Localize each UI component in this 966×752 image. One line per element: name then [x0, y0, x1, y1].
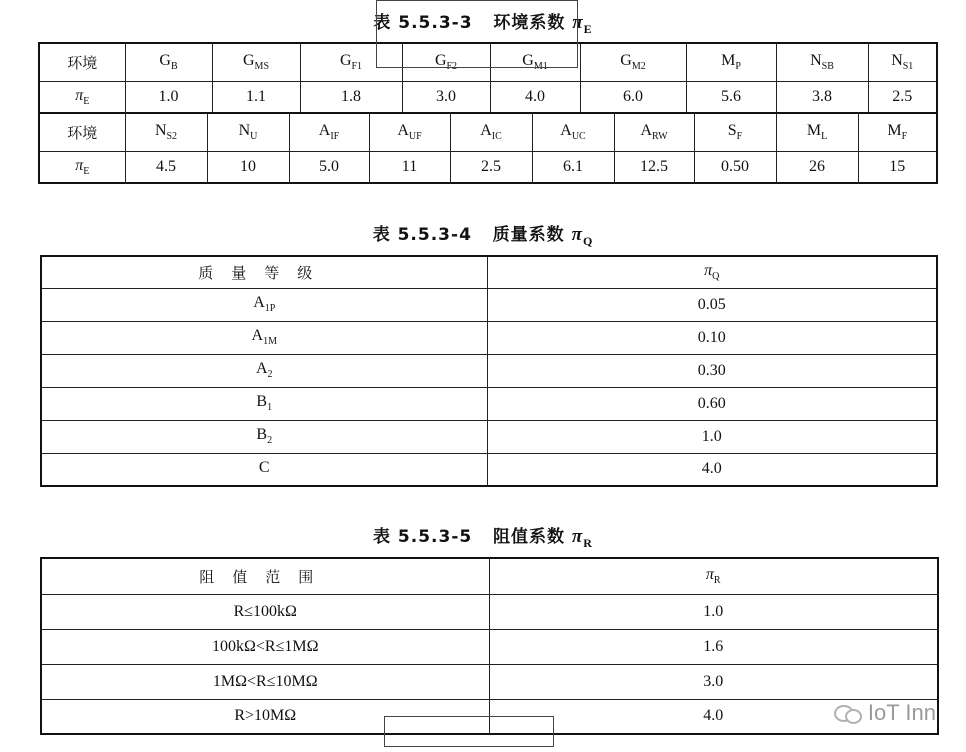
env-code-gm1: $G_{M1}$ — [490, 43, 580, 81]
env-code-gf1: $G_{F1}$ — [300, 43, 402, 81]
resistance-table-row — [41, 629, 938, 664]
env-value-nsb: 3.8 — [776, 81, 868, 113]
env-code-gm2: $G_{M2}$ — [580, 43, 686, 81]
env-value-aif: 5.0 — [289, 151, 369, 183]
watermark — [834, 700, 936, 726]
env-value-auc: 6.1 — [532, 151, 614, 183]
quality-grade-cell: $A_{1P}$ — [41, 288, 487, 321]
env-code-gb: $G_B$ — [125, 43, 212, 81]
crop-selection-box-top — [376, 0, 578, 68]
table4-caption-symbol: $\pi_Q$ — [571, 224, 594, 248]
env-value-aic: 2.5 — [450, 151, 532, 183]
wechat-icon — [834, 703, 862, 723]
quality-grade-cell: $B_2$ — [41, 420, 487, 453]
env-value-mf: 15 — [858, 151, 937, 183]
env-value-ml: 26 — [776, 151, 858, 183]
resistance-range-cell: 1MΩ<R≤10MΩ — [41, 664, 489, 699]
env-code-aif: $A_{IF}$ — [289, 113, 369, 151]
table5-caption-symbol: $\pi_R$ — [571, 526, 593, 550]
pi-q-value-cell: 0.05 — [487, 288, 937, 321]
environment-row-labels-2 — [39, 113, 937, 151]
env-code-auc: $A_{UC}$ — [532, 113, 614, 151]
resistance-range-header: 阻值范围 — [41, 558, 489, 594]
table4-caption-number: 表 5.5.3-4 — [372, 225, 472, 245]
resistance-table-row — [41, 594, 938, 629]
table5-caption-title: 阻值系数 — [493, 527, 565, 547]
quality-table-row — [41, 354, 937, 387]
quality-factor-table — [40, 255, 938, 487]
table3-caption-symbol: $\pi_E$ — [572, 12, 593, 36]
pi-q-header: $\pi_Q$ — [487, 256, 937, 288]
resistance-table-header — [41, 558, 938, 594]
env-value-nu: 10 — [207, 151, 289, 183]
env-value-sf: 0.50 — [694, 151, 776, 183]
quality-grade-header: 质量等级 — [41, 256, 487, 288]
table4-caption-title: 质量系数 — [492, 225, 565, 245]
env-code-gf2: $G_{F2}$ — [402, 43, 490, 81]
pi-r-value-cell: 4.0 — [489, 699, 938, 734]
resistance-table-row — [41, 664, 938, 699]
environment-row-values-2 — [39, 151, 937, 183]
quality-grade-cell: $A_{1M}$ — [41, 321, 487, 354]
env-code-ns1: $N_{S1}$ — [868, 43, 937, 81]
env-label-cell: 环境 — [39, 43, 125, 81]
pi-r-header: $\pi_R$ — [489, 558, 938, 594]
environment-factor-table-lower — [38, 112, 938, 184]
pi-q-value-cell: 1.0 — [487, 420, 937, 453]
watermark-text: IoT Inn — [867, 700, 936, 725]
table4-caption — [0, 220, 966, 249]
resistance-range-cell: R>10MΩ — [41, 699, 489, 734]
env-code-ml: $M_L$ — [776, 113, 858, 151]
quality-table-row — [41, 453, 937, 486]
pi-r-value-cell: 1.6 — [489, 629, 938, 664]
table5-caption-number: 表 5.5.3-5 — [373, 527, 473, 547]
env-code-aic: $A_{IC}$ — [450, 113, 532, 151]
env-code-mp: $M_P$ — [686, 43, 776, 81]
pi-r-value-cell: 3.0 — [489, 664, 938, 699]
table5-caption — [0, 522, 966, 551]
table3-caption-number: 表 5.5.3-3 — [373, 13, 473, 33]
env-value-ns1: 2.5 — [868, 81, 937, 113]
quality-table-row — [41, 321, 937, 354]
resistance-factor-table — [40, 557, 939, 735]
quality-grade-cell: C — [41, 453, 487, 486]
pi-e-label-cell: $\pi_E$ — [39, 81, 125, 113]
quality-table-row — [41, 387, 937, 420]
quality-grade-cell: $B_1$ — [41, 387, 487, 420]
resistance-range-cell: R≤100kΩ — [41, 594, 489, 629]
quality-grade-cell: $A_2$ — [41, 354, 487, 387]
env-code-sf: $S_F$ — [694, 113, 776, 151]
env-value-gm2: 6.0 — [580, 81, 686, 113]
pi-q-value-cell: 4.0 — [487, 453, 937, 486]
pi-e-label-cell: $\pi_E$ — [39, 151, 125, 183]
quality-table-row — [41, 288, 937, 321]
env-value-gf1: 1.8 — [300, 81, 402, 113]
env-value-gb: 1.0 — [125, 81, 212, 113]
env-value-mp: 5.6 — [686, 81, 776, 113]
env-code-nsb: $N_{SB}$ — [776, 43, 868, 81]
table3-caption-title: 环境系数 — [493, 13, 566, 33]
env-code-nu: $N_U$ — [207, 113, 289, 151]
env-label-cell: 环境 — [39, 113, 125, 151]
pi-r-value-cell: 1.0 — [489, 594, 938, 629]
env-value-ns2: 4.5 — [125, 151, 207, 183]
environment-row-values-1 — [39, 81, 937, 113]
env-code-arw: $A_{RW}$ — [614, 113, 694, 151]
quality-table-header — [41, 256, 937, 288]
env-value-gms: 1.1 — [212, 81, 300, 113]
env-value-gf2: 3.0 — [402, 81, 490, 113]
resistance-range-cell: 100kΩ<R≤1MΩ — [41, 629, 489, 664]
env-value-arw: 12.5 — [614, 151, 694, 183]
crop-selection-box-bottom — [384, 716, 554, 747]
env-code-mf: $M_F$ — [858, 113, 937, 151]
env-code-ns2: $N_{S2}$ — [125, 113, 207, 151]
pi-q-value-cell: 0.60 — [487, 387, 937, 420]
env-code-auf: $A_{UF}$ — [369, 113, 450, 151]
env-value-gm1: 4.0 — [490, 81, 580, 113]
quality-table-row — [41, 420, 937, 453]
pi-q-value-cell: 0.30 — [487, 354, 937, 387]
env-code-gms: $G_{MS}$ — [212, 43, 300, 81]
pi-q-value-cell: 0.10 — [487, 321, 937, 354]
env-value-auf: 11 — [369, 151, 450, 183]
